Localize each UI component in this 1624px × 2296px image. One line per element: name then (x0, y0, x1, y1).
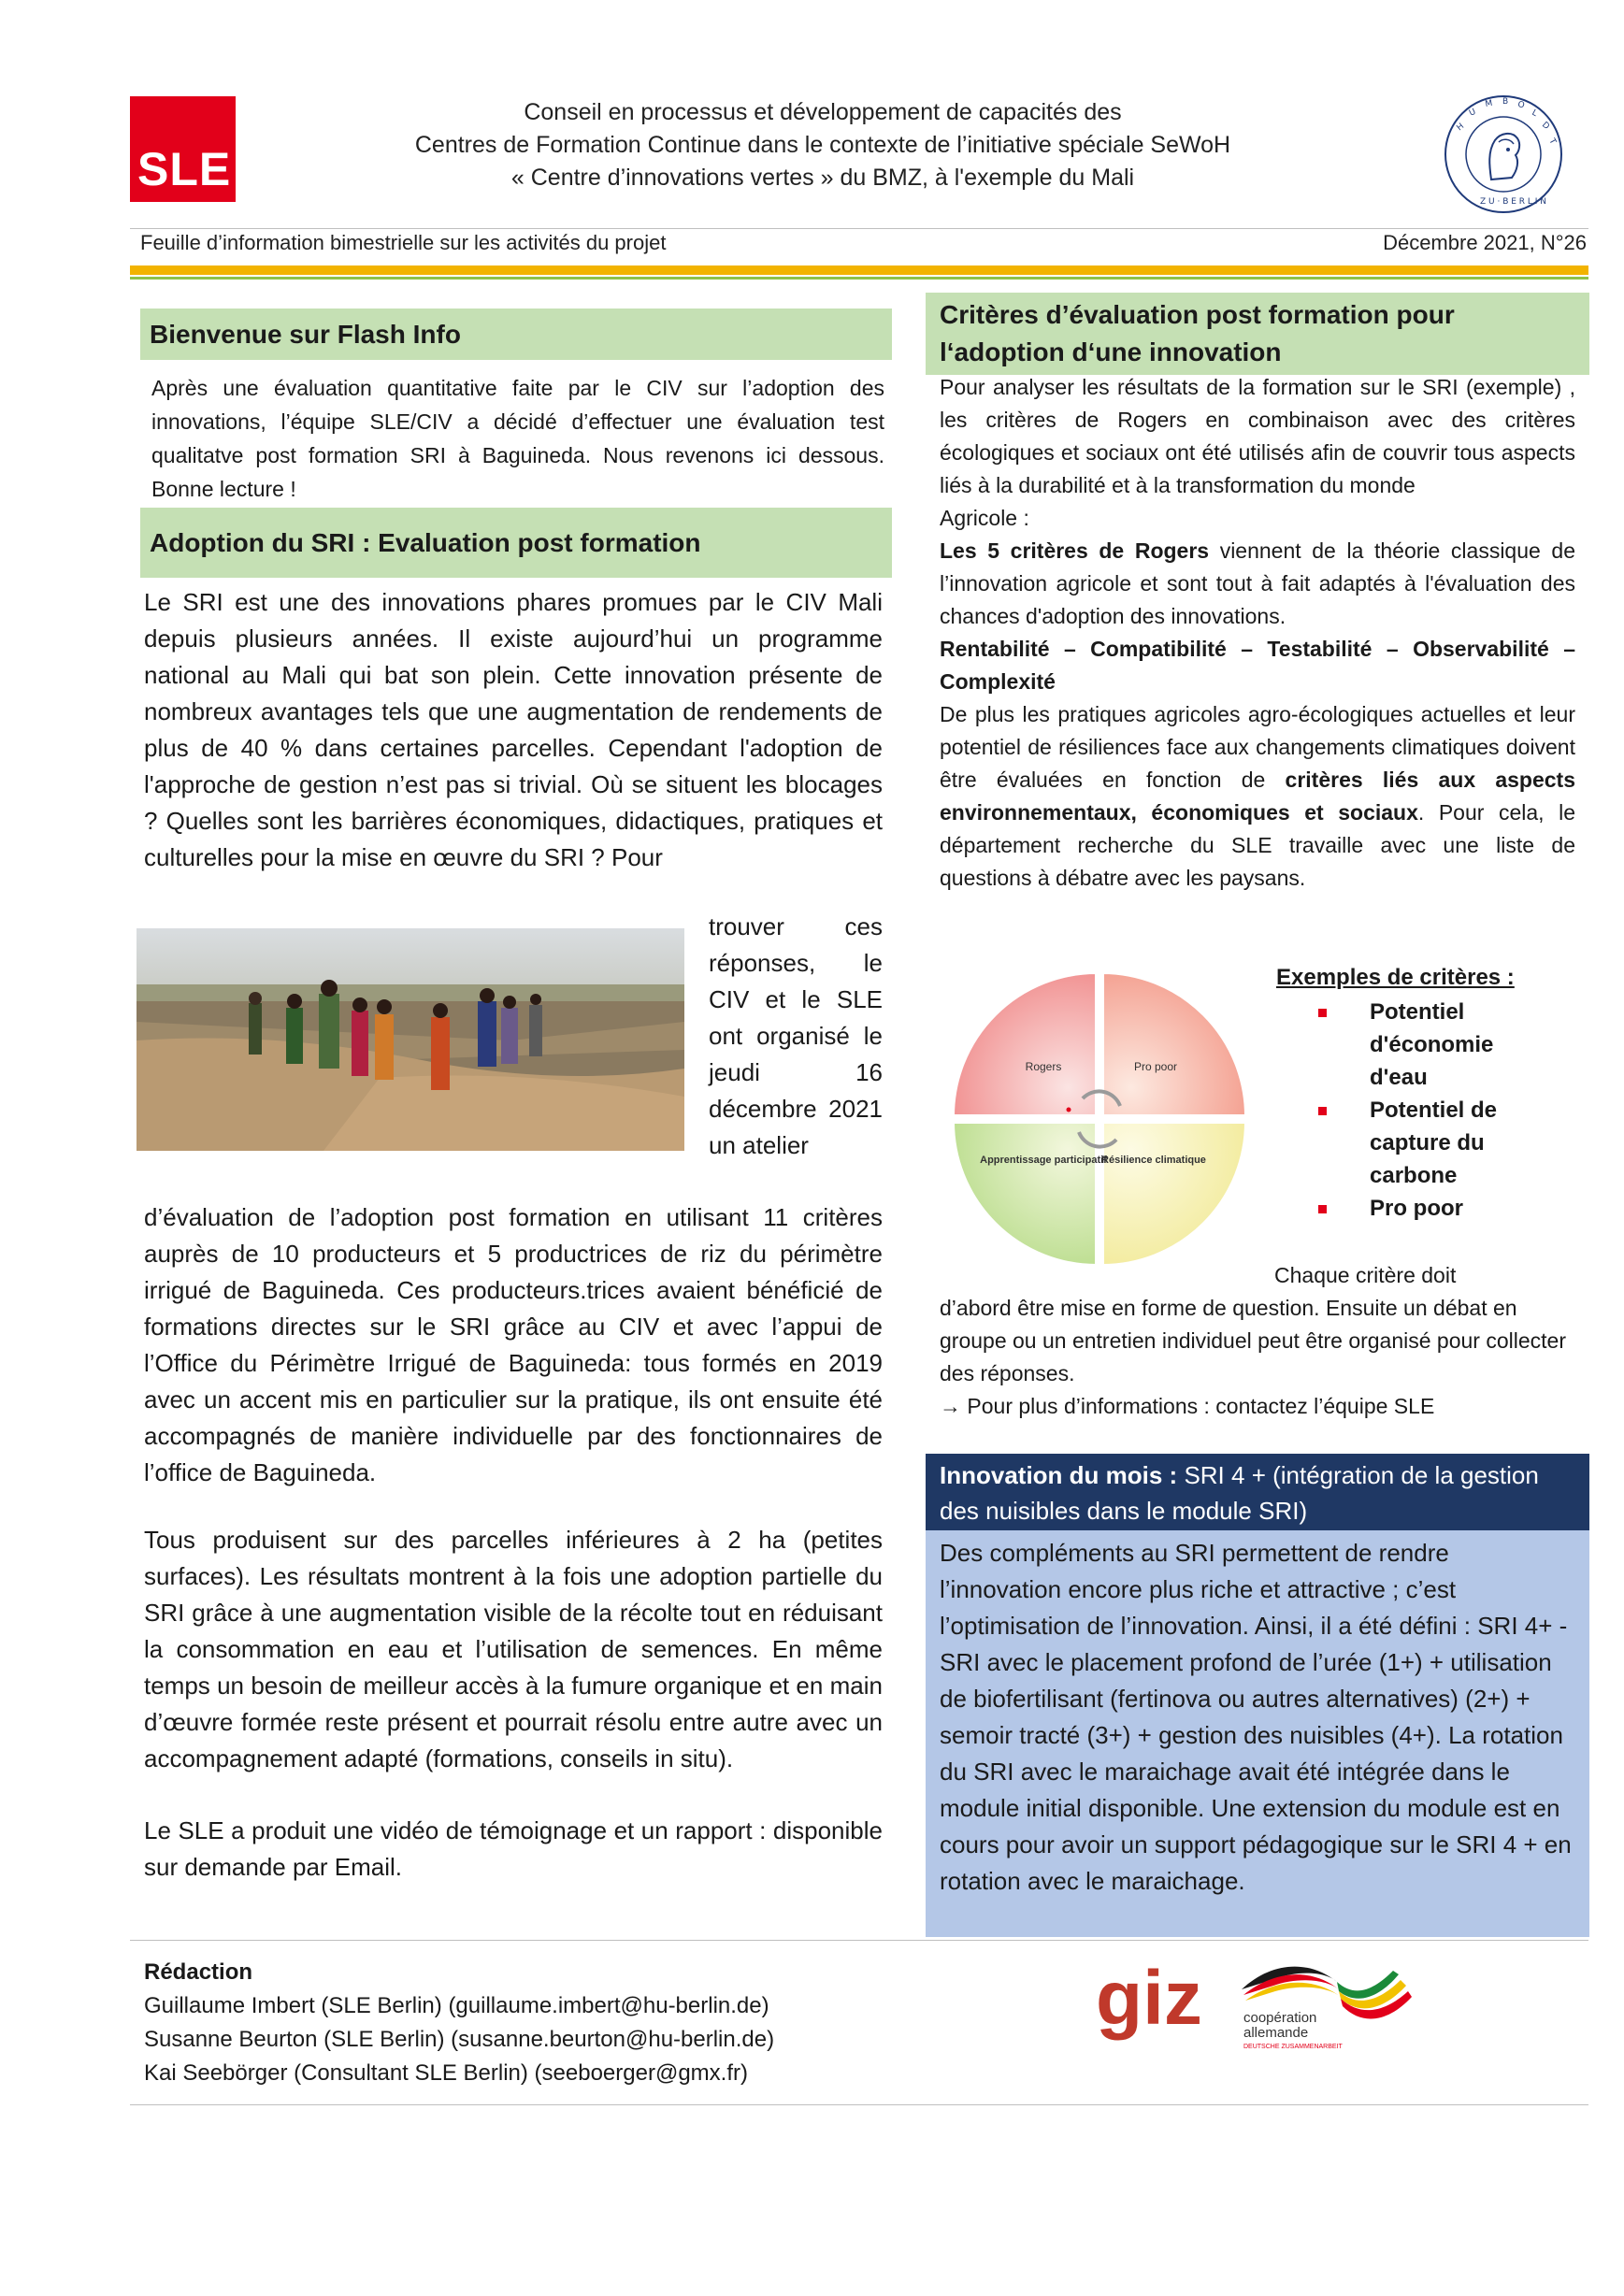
quadrant-label-resilience (1101, 1155, 1206, 1166)
criteria-text (940, 371, 1575, 895)
redaction-line: Susanne Beurton (SLE Berlin) (susanne.beurton@hu-berlin.de) (144, 2027, 775, 2052)
quadrant-label-resilience-text: Résilience climatique (1101, 1155, 1206, 1166)
example-item: Pro poor (1318, 1192, 1543, 1225)
cooperation-allemande-logo (1234, 1952, 1416, 2055)
each-criterion-text (940, 1259, 1575, 1423)
each-criterion-line-1: Chaque critère doit (1274, 1263, 1457, 1287)
redaction-heading: Rédaction (144, 1959, 253, 1985)
svg-text:H: H (1455, 122, 1467, 134)
each-criterion-rest: d’abord être mise en forme de question. Ensuite un débat en groupe ou un entretien individuel peut être organisé pour collecter des réponses. (940, 1296, 1566, 1385)
quadrant-label-pro-poor: Pro poor (1133, 1060, 1178, 1073)
welcome-text: Après une évaluation quantitative faite par le CIV sur l’adoption des innovations, l’équipe SLE/CIV a décidé d’effectuer une évaluation test qualitatve post formation SRI à Baguineda. Nous revenons ici dessous. Bonne lecture ! (151, 376, 884, 501)
innovation-heading (926, 1454, 1589, 1530)
quadrant-resilience (1102, 1122, 1246, 1266)
title-line-2: Centres de Formation Continue dans le contexte de l’initiative spéciale SeWoH (414, 132, 1231, 158)
giz-logo-text: giz (1096, 1957, 1202, 2041)
coop-line-1: coopération (1243, 2010, 1317, 2026)
criteria-rogers-paragraph (940, 535, 1575, 633)
humboldt-university-seal (1443, 93, 1564, 215)
green-divider (130, 277, 1588, 280)
rice-field-photo (137, 928, 684, 1151)
svg-text:B: B (1502, 97, 1509, 107)
redaction-line: Kai Seebörger (Consultant SLE Berlin) (seeboerger@gmx.fr) (144, 2060, 748, 2086)
svg-text:U: U (1468, 107, 1478, 119)
example-item: Potentiel de capture du carbone (1318, 1094, 1543, 1192)
svg-text:L: L (1530, 108, 1539, 120)
svg-text:M: M (1484, 98, 1494, 109)
criteria-heading: Critères d’évaluation post formation pour l‘adoption d‘une innovation (926, 293, 1589, 375)
criteria-agricole: Agricole : (940, 506, 1029, 530)
sle-logo-text: SLE (137, 143, 232, 195)
title-line-1: Conseil en processus et développement de capacités des (524, 99, 1122, 125)
innovation-body: Des compléments au SRI permettent de rendre l’innovation encore plus riche et attractive ; c’est l’optimisation de l’innovation. Ainsi, il a été défini : SRI 4+ - SRI avec le placement profond de l’urée (1+) + utilisation de biofertilisant (fertinova ou autres alternatives) (2+) + semoir tracté (3+) + gestion des nuisibles (4+). La rotation du SRI avec le maraichage avait été intégrée dans le module initial disponible. Une extension du module est en cours pour avoir un support pédagogique sur le SRI 4 + en rotation avec le maraichage. (926, 1530, 1589, 1937)
criteria-cycle-diagram (950, 969, 1249, 1269)
coop-line-3: DEUTSCHE ZUSAMMENARBEIT (1243, 2044, 1343, 2050)
redaction-line: Guillaume Imbert (SLE Berlin) (guillaume.imbert@hu-berlin.de) (144, 1993, 769, 2018)
redaction-block (144, 1956, 774, 2090)
svg-text:T: T (1546, 136, 1558, 147)
quadrant-pro-poor (1102, 972, 1246, 1116)
svg-text:D: D (1539, 120, 1551, 132)
rogers-bold: Les 5 critères de Rogers (940, 538, 1210, 563)
document-title (355, 96, 1290, 194)
criteria-p3-start: De plus les pratiques agricoles agro-écologiques actuelles et leur potentiel de résiliences face aux changements climatiques doivent être évaluées en fonction de (940, 702, 1575, 792)
svg-text:Z U · B E R L I N: Z U · B E R L I N (1480, 197, 1547, 207)
criteria-p3-bold: critères liés aux aspects environnementaux, économiques et sociaux (940, 768, 1575, 825)
criteria-paragraph-1: Pour analyser les résultats de la formation sur le SRI (exemple) , les critères de Rogers en combinaison avec des critères écologiques et sociaux ont été utilisés afin de couvrir tous aspects liés à la durabilité et à la transformation du monde (940, 375, 1575, 497)
adoption-paragraph-3: Tous produisent sur des parcelles inférieures à 2 ha (petites surfaces). Les résultats montrent à la fois une adoption partielle du SRI grâce à une augmentation visible de la récolte tout en réduisant la consommation en eau et l’utilisation de semences. En même temps un besoin de meilleur accès à la fumure organique et en main d’œuvre formée reste présent et pourrait résolu entre autre avec un accompagnement adapté (formations, conseils in situ). (144, 1526, 883, 1772)
gold-divider (130, 265, 1588, 275)
welcome-heading: Bienvenue sur Flash Info (140, 309, 892, 360)
newsletter-description: Feuille d’information bimestrielle sur les activités du projet (140, 231, 667, 254)
coop-line-2: allemande (1243, 2025, 1309, 2041)
examples-title: Exemples de critères : (1276, 965, 1515, 990)
criteria-paragraph-3 (940, 698, 1575, 895)
adoption-paragraph-4: Le SLE a produit une vidéo de témoignage et un rapport : disponible sur demande par Email. (144, 1816, 883, 1881)
quadrant-apprentissage (953, 1122, 1097, 1266)
giz-logo (1096, 1957, 1227, 2041)
quadrant-label-apprentissage (980, 1155, 1107, 1166)
contact-line: → Pour plus d’informations : contactez l’équipe SLE (940, 1394, 1435, 1418)
rogers-five-criteria: Rentabilité – Compatibilité – Testabilité – Observabilité – Complexité (940, 637, 1575, 694)
title-line-3: « Centre d’innovations vertes » du BMZ, à l'exemple du Mali (510, 165, 1135, 191)
adoption-paragraph-2: d’évaluation de l’adoption post formation en utilisant 11 critères auprès de 10 producteurs et 5 productrices de riz du périmètre irrigué de Baguineda. Ces producteurs.trices avaient bénéficié de formations directes sur le SRI grâce au CIV et avec l’appui de l’Office du Périmètre Irrigué de Baguineda: tous formés en 2019 avec un accent mis en particulier sur la pratique, ils ont ensuite été accompagnés de manière individuelle par des fonctionnaires de l’office de Baguineda. (144, 1203, 883, 1486)
quadrant-label-apprentissage-text: Apprentissage participatif (980, 1155, 1107, 1166)
criteria-p3-end: . Pour cela, le département recherche du SLE travaille avec une liste de questions à débatre avec les paysans. (940, 800, 1575, 890)
svg-text:O: O (1516, 100, 1526, 111)
quadrant-label-rogers: Rogers (1025, 1060, 1062, 1073)
adoption-heading: Adoption du SRI : Evaluation post formation (140, 508, 892, 578)
adoption-paragraph-1: Le SRI est une des innovations phares promues par le CIV Mali depuis plusieurs années. Il existe aujourd’hui un programme national au Mali qui bat son plein. Cette innovation présente de nombreux avantages tels que une augmentation de rendements de plus de 40 % dans certaines parcelles. Cependant l'adoption de l'approche de gestion n’est pas si trivial. Où se situent les blocages ? Quelles sont les barrières économiques, didactiques, pratiques et culturelles pour la mise en œuvre du SRI ? Pour (144, 588, 883, 871)
issue-date: Décembre 2021, N°26 (1383, 231, 1587, 254)
sle-logo (130, 96, 236, 202)
innovation-heading-bold: Innovation du mois : (940, 1461, 1178, 1489)
rogers-rest: viennent de la théorie classique de l’innovation agricole et sont tout à fait adaptés à l'évaluation des chances d'adoption des innovations. (940, 538, 1575, 628)
adoption-wrap-text: trouver ces réponses, le CIV et le SLE ont organisé le jeudi 16 décembre 2021 un atelier (709, 912, 883, 1159)
example-item: Potentiel d'économie d'eau (1318, 996, 1543, 1094)
examples-list (1318, 996, 1543, 1225)
innovation-heading-rest: SRI 4 + (intégration de la gestion des nuisibles dans le module SRI) (940, 1461, 1539, 1525)
quadrant-rogers (953, 972, 1097, 1116)
